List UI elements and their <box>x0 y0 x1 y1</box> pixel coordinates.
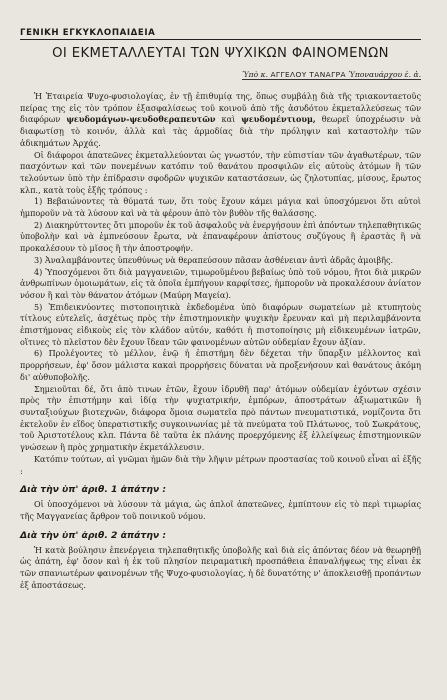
byline <box>20 70 421 79</box>
section-label: ΓΕΝΙΚΗ ΕΓΚΥΚΛΟΠΑΙΔΕΙΑ <box>20 28 421 40</box>
byline-prefix: Ὑπὸ κ. <box>242 70 269 79</box>
numbered-item: 6) Προλέγοντες τὸ μέλλον, ἐνῷ ἡ ἐπιστήμη δὲν δέχεται τὴν ὕπαρξιν μέλλοντος καὶ προρρήσεων, ἐφ' ὅσον μάλιστα κακαὶ προρρήσεις δύναται νὰ προξενήσουν καὶ θανάτους ἀκόμη δι' αὐθυποβολῆς. <box>20 348 421 382</box>
intro-paragraph: Ἡ Ἑταιρεία Ψυχο-φυσιολογίας, ἐν τῇ ἐπιθυμίᾳ της, ὅπως συμβάλῃ διὰ τῆς τριακονταετοῦς πείρας της εἰς τὸν τρόπον ἐξασφαλίσεως τοῦ κοινοῦ ἀπὸ τῆς ἀσυδότου ἐκμεταλλεύσεως τῶν διαφόρων ψευδομάγων-ψευδοθεραπευτῶν καὶ ψευδομέντιουμ, θεωρεῖ ὑποχρέωσιν νὰ διαφωτίσῃ τὸ κοινόν, ἀλλὰ καὶ τὰς ἁρμοδίας διὰ τὴν πρόληψιν καὶ καταστολὴν τῶν ἀδικημάτων Ἀρχάς. <box>20 91 422 148</box>
numbered-item: 3) Ἀναλαμβάνοντες ὑπευθύνως νὰ θεραπεύσουν πᾶσαν ἀσθένειαν ἀντὶ ἁδρᾶς ἀμοιβῆς. <box>34 254 394 265</box>
article-title: ΟΙ ΕΚΜΕΤΑΛΛΕΥΤΑΙ ΤΩΝ ΨΥΧΙΚΩΝ ΦΑΙΝΟΜΕΝΩΝ <box>52 46 389 61</box>
conclusion-paragraph: Κατόπιν τούτων, αἱ γνῶμαι ἡμῶν διὰ τὴν λῆψιν μέτρων προστασίας τοῦ κοινοῦ εἶναι αἱ ἑξῆς : <box>20 453 421 476</box>
section-heading: Διὰ τὴν ὑπ' ἀριθ. 1 ἀπάτην : <box>20 484 167 496</box>
intro-paragraph: Οἱ διάφοροι ἀπατεῶνες ἐκμεταλλεύονται ὡς γνωστόν, τὴν εὐπιστίαν τῶν ἀγαθωτέρων, τῶν πασχόντων καὶ τῶν πονεμένων κατόπιν τοῦ θανάτου προσφιλῶν εἰς αὐτοὺς ἀτόμων ἢ τῶν τελούντων ὑπὸ τὴν ἐπίδρασιν σφοδρῶν ψυχικῶν καταστάσεων, ὡς ζηλοτυπίας, μίσους, ἔρωτος κλπ., κατὰ τοὺς ἑξῆς τρόπους : <box>20 149 421 195</box>
byline-underline <box>242 70 421 80</box>
author-role: Ὑποναυάρχου ἐ. ἀ. <box>348 70 421 79</box>
section-heading: Διὰ τὴν ὑπ' ἀριθ. 2 ἀπάτην : <box>20 529 167 541</box>
author-name: ΑΓΓΕΛΟΥ ΤΑΝΑΓΡΑ <box>270 70 346 79</box>
section-text: Ἡ κατὰ βούλησιν ἐπενέργεια τηλεπαθητικῆς ὑποβολῆς καὶ διὰ εἰς ἀπόντας δέον νὰ θεωρηθῇ ὡς ἀπάτη, ἐφ' ὅσον καὶ ἡ ἐκ τοῦ πλησίον πειραματικὴ προσπάθεια ἐπαναλήψεως της εἶναι ἐκ τῶν σπανιωτέρων φαινομένων τῆς Ψυχο-φυσιολογίας, ἡ δὲ δυνατότης ν' ἀποκλεισθῇ προπάντων ἐξ ἀποστάσεως. <box>20 544 421 590</box>
numbered-item: 4) Ὑποσχόμενοι ὅτι διὰ μαγγανειῶν, τιμωροῦμένου βεβαίως ὑπὸ τοῦ νόμου, ἤτοι διὰ μικρῶν ἀνθρωπίνων ὁμοιωμάτων, εἰς τὰ ὁποῖα ἐμπήγουν καρφίτσες, ἠμποροῦν νὰ προκαλέσουν ἀνίατον νόσον ἢ καὶ τὸν θάνατον ἀτόμων (Μαύρη Μαγεία). <box>20 266 421 300</box>
numbered-item: 1) Βεβαιώνοντες τὰ θύματά των, ὅτι τοὺς ἔχουν κάμει μάγια καὶ ὑποσχόμενοι ὅτι αὐτοὶ ἠμποροῦν νὰ τὰ λύσουν καὶ νὰ τὰ φέρουν ἀπὸ τὸν βυθὸν τῆς θαλάσσης. <box>20 196 421 219</box>
numbered-item: 5) Ἐπιδεικνύοντες πιστοποιητικὰ ἐκδεδομένα ὑπὸ διαφόρων σωματείων μὲ κτυπητοὺς τίτλους εὐτελεῖς, ἀσχέτως πρὸς τὴν ἐπιστημονικὴν ψυχικὴν ἔρευναν καὶ μὴ περιλαμβάνοντα ἐπιστήμονας εἰδικοὺς εἰς τὸν κλάδον αὐτόν, καθότι ἡ πιστοποίησις μὴ εἰδικευμένων ἰατρῶν, οἵτινες τὸ πλεῖστον δὲν ἔχουν ἴδεαν τῶν φαινομένων αὐτῶν οὐδεμίαν ἔχουν ἀξίαν. <box>20 301 421 347</box>
bold-term: ψευδομέντιουμ, <box>241 114 316 125</box>
note-paragraph: Σημειοῦται δέ, ὅτι ἀπὸ τινων ἐτῶν, ἔχουν ἱδρυθῆ παρ' ἀτόμων οὐδεμίαν ἐχόντων σχέσιν πρὸς τὴν ἐπιστήμην καὶ ἰδίᾳ τὴν ψυχιατρικήν, ἐμπόρων, ἀποστράτων ἀξιωματικῶν ἢ συνταξιούχων βιοτεχνῶν, διάφορα ὅμοια σωματεῖα πρὸ πάντων πνευματιστικά, νομίζοντα ὅτι ἐκτελοῦν ἐν εἴδος ὑπερατιστικῆς συγκοινωνίας μὲ τὰ πνεύματα τοῦ Πλάτωνος, τοῦ Σωκράτους, τοῦ Ἀριστοτέλους κλπ. Πάντα δὲ ταῦτα ἐκ πλάνης προερχόμενης ἐξ ἐλλείψεως ἐπιστημονικῶν γνώσεων ἢ πρὸς χρηματικὴν ἐκμετάλλευσιν. <box>20 383 421 453</box>
bold-term: ψευδομάγων-ψευδοθεραπευτῶν <box>66 114 216 125</box>
section-text: Οἱ ὑποσχόμενοι νὰ λύσουν τὰ μάγια, ὡς ἁπλοῖ ἀπατεῶνες, ἐμπίπτουν εἰς τὸ περὶ τιμωρίας τῆς Μαγγανείας ἄρθρον τοῦ ποινικοῦ νόμου. <box>20 499 421 521</box>
numbered-item: 2) Διακηρύττοντες ὅτι μποροῦν ἐκ τοῦ ἀσφαλοῦς νὰ ἐνεργήσουν ἐπὶ ἀπόντων τηλεπαθητικῶς ὑποβολὴν καὶ νὰ ἐμπνεύσουν ἔρωτα, νὰ ἐπαναφέρουν ἀπίστους συζύγους ἢ ἐραστὰς ἢ νὰ προκαλέσουν τὸ μῖσος ἢ τὴν ἀποστροφήν. <box>20 219 421 254</box>
